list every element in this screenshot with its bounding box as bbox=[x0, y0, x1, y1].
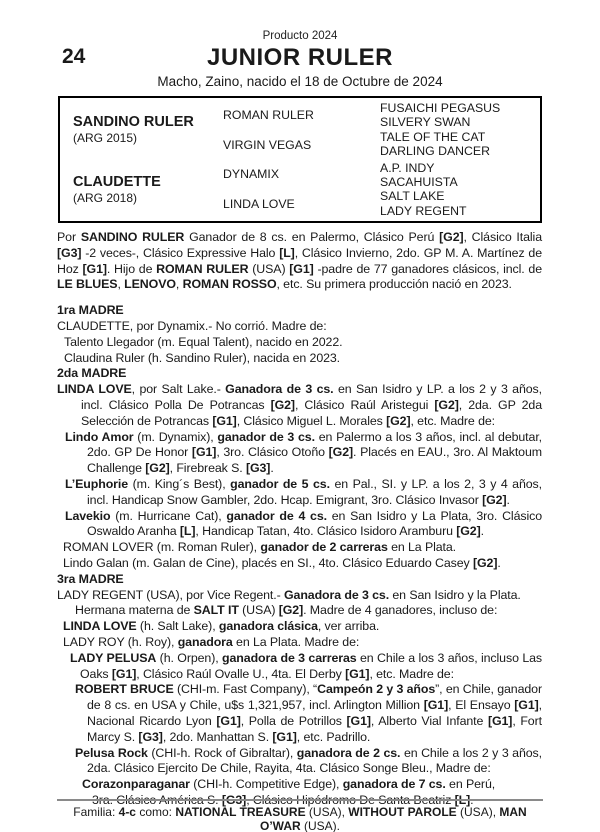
pedigree-text-paragraph: Hermana materna de SALT IT (USA) [G2]. Madre de 4 ganadores, incluso de: bbox=[75, 603, 498, 618]
gen3-sire-group bbox=[380, 101, 540, 158]
dam-name: CLAUDETTE bbox=[73, 173, 161, 190]
pedigree-text-paragraph: LADY PELUSA (h. Orpen), ganadora de 3 carreras en Chile a los 3 años, incluso Las Oaks [G1], Clásico Raúl Ovalle U., 4ta. El Derby [G1], etc. Madre de: bbox=[70, 650, 542, 681]
gen3-cell: SILVERY SWAN bbox=[380, 115, 471, 130]
hip-number: 24 bbox=[62, 45, 86, 68]
sire-cell bbox=[60, 100, 223, 160]
pedigree-text-paragraph: LINDA LOVE (h. Salt Lake), ganadora clásica, ver arriba. bbox=[63, 619, 380, 634]
footer bbox=[57, 799, 543, 832]
pedigree-text-paragraph: Corazonparaganar (CHI-h. Competitive Edge), ganadora de 7 cs. en Perú, bbox=[82, 777, 496, 792]
pedigree-text-paragraph: Por SANDINO RULER Ganador de 8 cs. en Palermo, Clásico Perú [G2], Clásico Italia [G3] -2 veces-, Clásico Expressive Halo [L], Clásico Invierno, 2do. GP M. A. Martínez de Hoz [G1]. Hijo de ROMAN RULER (USA) [G1] -padre de 77 ganadores clásicos, incl. de LE BLUES, LENOVO, ROMAN ROSSO, etc. Su primera producción nació en 2023. bbox=[57, 230, 543, 292]
section-heading: 1ra MADRE bbox=[57, 303, 124, 318]
dam-origin: (ARG 2018) bbox=[73, 190, 138, 205]
gen3-cell: SACAHUISTA bbox=[380, 175, 458, 190]
gen2-cell: ROMAN RULER bbox=[223, 107, 314, 122]
pedigree-text-paragraph: 3ra. Clásico América S. [G3], Clásico Hipódromo De Santa Beatriz [L]. bbox=[92, 792, 474, 807]
gen3-cell: TALE OF THE CAT bbox=[380, 129, 486, 144]
pedigree-gen3-column bbox=[380, 100, 540, 219]
gen3-cell: LADY REGENT bbox=[380, 203, 467, 218]
pedigree-text-paragraph: CLAUDETTE, por Dynamix.- No corrió. Madre de: bbox=[57, 318, 327, 333]
body-text bbox=[57, 230, 542, 809]
sire-name: SANDINO RULER bbox=[73, 114, 194, 131]
pedigree-gen2-column bbox=[223, 100, 380, 219]
pedigree-table bbox=[58, 96, 542, 223]
pedigree-text-paragraph: Talento Llegador (m. Equal Talent), nacido en 2022. bbox=[64, 334, 343, 349]
gen3-cell: DARLING DANCER bbox=[380, 143, 491, 158]
pedigree-text-paragraph: LADY ROY (h. Roy), ganadora en La Plata. Madre de: bbox=[63, 634, 360, 649]
pedigree-text-paragraph: L’Euphorie (m. King´s Best), ganador de 5 cs. en Pal., SI. y LP. a los 2, 3 y 4 años, incl. Handicap Snow Gambler, 2do. Hcap. Emigrant, 3ro. Clásico Invasor [G2]. bbox=[65, 476, 542, 507]
pedigree-text-paragraph: LINDA LOVE, por Salt Lake.- Ganadora de 3 cs. en San Isidro y LP. a los 2 y 3 años, incl. Clásico Polla De Potrancas [G2], Clásico Raúl Aristegui [G2], 2da. GP 2da Selección de Potrancas [G1], Clásico Miguel L. Morales [G2], etc. Madre de: bbox=[57, 382, 542, 428]
pedigree-parents-column bbox=[60, 100, 223, 219]
title-row bbox=[0, 44, 600, 72]
pedigree-text-paragraph: ROBERT BRUCE (CHI-m. Fast Company), “Campeón 2 y 3 años”, en Chile, ganador de 8 cs. en USA y Chile, u$s 1,321,957, incl. Arlington Million [G1], El Ensayo [G1], Nacional Ricardo Lyon [G1], Polla de Potrillos [G1], Alberto Vial Infante [G1], Fort Marcy S. [G3], 2do. Manhattan S. [G1], etc. Padrillo. bbox=[75, 682, 542, 744]
gen3-cell: FUSAICHI PEGASUS bbox=[380, 101, 501, 115]
pedigree-text-paragraph: Pelusa Rock (CHI-h. Rock of Gibraltar), ganadora de 2 cs. en Chile a los 2 y 3 años, 2da. Clásico Ejercito De Chile, Rayita, 4ta. Clásico Songe Bleu., Madre de: bbox=[75, 745, 542, 776]
gen3-dam-group bbox=[380, 161, 540, 218]
pedigree-text-paragraph: Lavekio (m. Hurricane Cat), ganador de 4 cs. en San Isidro y La Plata, 3ro. Clásico Oswaldo Aranha [L], Handicap Tatan, 4to. Clásico Isidoro Aramburu [G2]. bbox=[65, 508, 542, 539]
section-heading: 3ra MADRE bbox=[57, 571, 124, 586]
horse-description: Macho, Zaino, nacido el 18 de Octubre de 2024 bbox=[157, 74, 443, 89]
pedigree-text-paragraph: Lindo Galan (m. Galan de Cine), placés en SI., 4to. Clásico Eduardo Casey [G2]. bbox=[63, 555, 501, 570]
pedigree-text-paragraph: ROMAN LOVER (m. Roman Ruler), ganador de 2 carreras en La Plata. bbox=[63, 540, 457, 555]
dam-cell bbox=[60, 160, 223, 220]
gen2-cell: VIRGIN VEGAS bbox=[223, 137, 312, 152]
gen2-cell: DYNAMIX bbox=[223, 167, 280, 182]
family-line: Familia: 4-c como: NATIONAL TREASURE (USA), WITHOUT PAROLE (USA), MAN O’WAR (USA). bbox=[73, 805, 527, 832]
section-heading: 2da MADRE bbox=[57, 366, 127, 381]
pedigree-text-paragraph: Claudina Ruler (h. Sandino Ruler), nacida en 2023. bbox=[64, 350, 341, 365]
gen3-cell: SALT LAKE bbox=[380, 189, 445, 204]
product-year-label: Producto 2024 bbox=[262, 30, 338, 42]
page-title: JUNIOR RULER bbox=[206, 44, 393, 71]
pedigree-text-paragraph: Lindo Amor (m. Dynamix), ganador de 3 cs. en Palermo a los 3 años, incl. al debutar, 2do. GP De Honor [G1], 3ro. Clásico Otoño [G2]. Placés en EAU., 3ro. Al Maktoum Challenge [G2], Firebreak S. [G3]. bbox=[65, 429, 543, 476]
gen3-cell: A.P. INDY bbox=[380, 160, 435, 175]
pedigree-text-paragraph: LADY REGENT (USA), por Vice Regent.- Ganadora de 3 cs. en San Isidro y la Plata. bbox=[57, 587, 521, 602]
sire-origin: (ARG 2015) bbox=[73, 131, 138, 146]
gen2-cell: LINDA LOVE bbox=[223, 197, 295, 212]
